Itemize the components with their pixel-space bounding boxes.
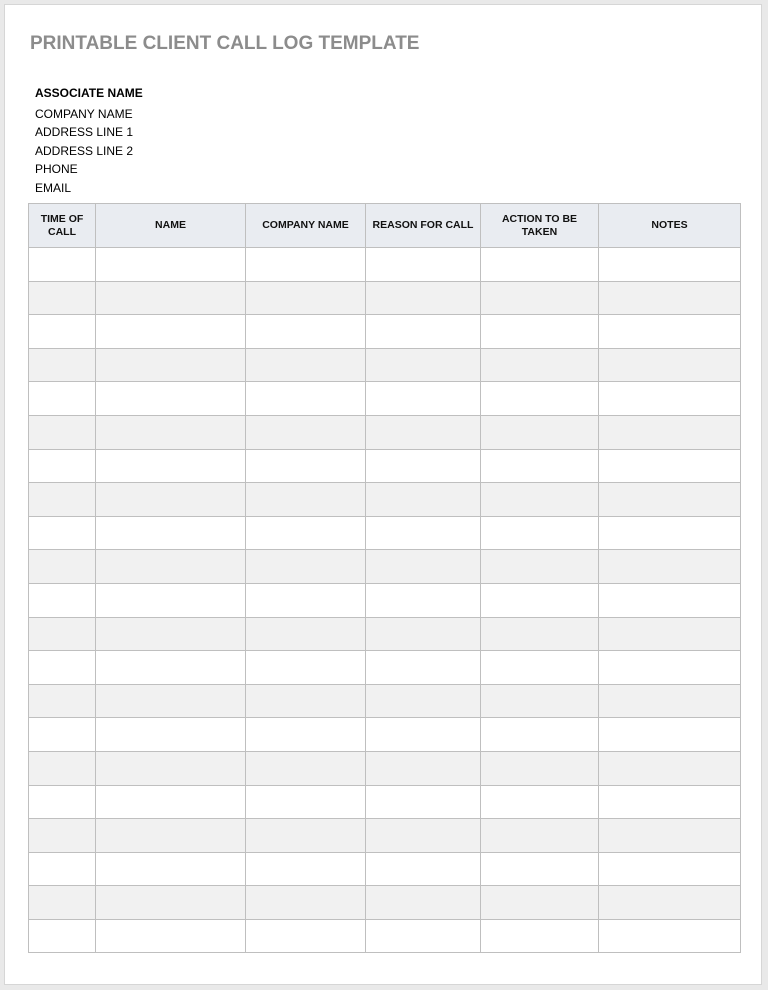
company-name: COMPANY NAME <box>35 106 133 121</box>
cell-company-name[interactable] <box>246 348 366 382</box>
cell-time-of-call[interactable] <box>29 348 96 382</box>
cell-name[interactable] <box>96 684 246 718</box>
cell-action-to-be-taken[interactable] <box>481 852 599 886</box>
address-line-1: ADDRESS LINE 1 <box>35 125 134 140</box>
cell-notes[interactable] <box>599 483 741 517</box>
table-row <box>29 583 741 617</box>
cell-notes[interactable] <box>599 248 741 282</box>
table-row <box>29 516 741 550</box>
cell-company-name[interactable] <box>246 516 366 550</box>
cell-action-to-be-taken[interactable] <box>481 382 599 416</box>
cell-reason-for-call[interactable] <box>366 449 481 483</box>
cell-notes[interactable] <box>599 684 741 718</box>
table-row <box>29 651 741 685</box>
table-row <box>29 281 741 315</box>
table-row <box>29 248 741 282</box>
table-header-row <box>29 204 741 248</box>
cell-action-to-be-taken[interactable] <box>481 348 599 382</box>
column-header-name: NAME <box>96 204 246 248</box>
cell-reason-for-call[interactable] <box>366 583 481 617</box>
cell-name[interactable] <box>96 852 246 886</box>
table-row <box>29 886 741 920</box>
cell-notes[interactable] <box>599 449 741 483</box>
cell-company-name[interactable] <box>246 617 366 651</box>
cell-reason-for-call[interactable] <box>366 248 481 282</box>
cell-notes[interactable] <box>599 516 741 550</box>
cell-company-name[interactable] <box>246 550 366 584</box>
cell-time-of-call[interactable] <box>29 785 96 819</box>
cell-reason-for-call[interactable] <box>366 684 481 718</box>
cell-notes[interactable] <box>599 819 741 853</box>
cell-action-to-be-taken[interactable] <box>481 449 599 483</box>
cell-action-to-be-taken[interactable] <box>481 583 599 617</box>
cell-notes[interactable] <box>599 583 741 617</box>
cell-action-to-be-taken[interactable] <box>481 718 599 752</box>
cell-action-to-be-taken[interactable] <box>481 651 599 685</box>
cell-time-of-call[interactable] <box>29 449 96 483</box>
cell-time-of-call[interactable] <box>29 415 96 449</box>
cell-name[interactable] <box>96 550 246 584</box>
cell-time-of-call[interactable] <box>29 819 96 853</box>
cell-name[interactable] <box>96 315 246 349</box>
address-line-2: ADDRESS LINE 2 <box>35 143 134 158</box>
cell-action-to-be-taken[interactable] <box>481 415 599 449</box>
cell-notes[interactable] <box>599 550 741 584</box>
cell-reason-for-call[interactable] <box>366 819 481 853</box>
cell-reason-for-call[interactable] <box>366 281 481 315</box>
cell-company-name[interactable] <box>246 819 366 853</box>
cell-action-to-be-taken[interactable] <box>481 550 599 584</box>
cell-name[interactable] <box>96 718 246 752</box>
cell-name[interactable] <box>96 617 246 651</box>
cell-time-of-call[interactable] <box>29 751 96 785</box>
cell-company-name[interactable] <box>246 751 366 785</box>
document-title: PRINTABLE CLIENT CALL LOG TEMPLATE <box>30 33 420 54</box>
cell-time-of-call[interactable] <box>29 718 96 752</box>
cell-company-name[interactable] <box>246 852 366 886</box>
table-row <box>29 415 741 449</box>
cell-action-to-be-taken[interactable] <box>481 751 599 785</box>
cell-time-of-call[interactable] <box>29 886 96 920</box>
cell-action-to-be-taken[interactable] <box>481 248 599 282</box>
column-header-notes: NOTES <box>599 204 741 248</box>
cell-name[interactable] <box>96 516 246 550</box>
cell-notes[interactable] <box>599 919 741 953</box>
cell-time-of-call[interactable] <box>29 382 96 416</box>
cell-time-of-call[interactable] <box>29 248 96 282</box>
call-log-table <box>28 203 741 953</box>
cell-name[interactable] <box>96 348 246 382</box>
cell-company-name[interactable] <box>246 483 366 517</box>
cell-company-name[interactable] <box>246 684 366 718</box>
table-body <box>29 248 741 953</box>
cell-action-to-be-taken[interactable] <box>481 819 599 853</box>
table-row <box>29 550 741 584</box>
cell-reason-for-call[interactable] <box>366 415 481 449</box>
column-header-time-of-call: TIME OF CALL <box>29 204 96 248</box>
cell-reason-for-call[interactable] <box>366 348 481 382</box>
cell-name[interactable] <box>96 751 246 785</box>
cell-time-of-call[interactable] <box>29 315 96 349</box>
cell-company-name[interactable] <box>246 583 366 617</box>
cell-reason-for-call[interactable] <box>366 886 481 920</box>
table-row <box>29 819 741 853</box>
cell-reason-for-call[interactable] <box>366 315 481 349</box>
table-row <box>29 315 741 349</box>
cell-notes[interactable] <box>599 785 741 819</box>
cell-action-to-be-taken[interactable] <box>481 483 599 517</box>
cell-name[interactable] <box>96 583 246 617</box>
contact-block <box>35 84 143 198</box>
cell-company-name[interactable] <box>246 281 366 315</box>
cell-company-name[interactable] <box>246 886 366 920</box>
document-page <box>4 4 762 985</box>
cell-reason-for-call[interactable] <box>366 651 481 685</box>
cell-action-to-be-taken[interactable] <box>481 617 599 651</box>
cell-action-to-be-taken[interactable] <box>481 516 599 550</box>
cell-reason-for-call[interactable] <box>366 718 481 752</box>
cell-action-to-be-taken[interactable] <box>481 886 599 920</box>
table-row <box>29 382 741 416</box>
cell-notes[interactable] <box>599 348 741 382</box>
cell-time-of-call[interactable] <box>29 919 96 953</box>
cell-action-to-be-taken[interactable] <box>481 684 599 718</box>
cell-notes[interactable] <box>599 415 741 449</box>
cell-name[interactable] <box>96 819 246 853</box>
cell-name[interactable] <box>96 382 246 416</box>
table-row <box>29 483 741 517</box>
cell-reason-for-call[interactable] <box>366 483 481 517</box>
cell-company-name[interactable] <box>246 718 366 752</box>
cell-action-to-be-taken[interactable] <box>481 315 599 349</box>
column-header-reason-for-call: REASON FOR CALL <box>366 204 481 248</box>
column-header-action-to-be-taken: ACTION TO BE TAKEN <box>481 204 599 248</box>
cell-action-to-be-taken[interactable] <box>481 919 599 953</box>
cell-time-of-call[interactable] <box>29 550 96 584</box>
cell-name[interactable] <box>96 449 246 483</box>
cell-notes[interactable] <box>599 651 741 685</box>
associate-name: ASSOCIATE NAME <box>35 86 143 100</box>
cell-name[interactable] <box>96 415 246 449</box>
cell-company-name[interactable] <box>246 315 366 349</box>
cell-company-name[interactable] <box>246 382 366 416</box>
cell-reason-for-call[interactable] <box>366 382 481 416</box>
cell-company-name[interactable] <box>246 248 366 282</box>
cell-company-name[interactable] <box>246 449 366 483</box>
cell-name[interactable] <box>96 483 246 517</box>
cell-time-of-call[interactable] <box>29 617 96 651</box>
cell-time-of-call[interactable] <box>29 483 96 517</box>
cell-action-to-be-taken[interactable] <box>481 785 599 819</box>
cell-time-of-call[interactable] <box>29 684 96 718</box>
table-row <box>29 617 741 651</box>
email: EMAIL <box>35 180 72 195</box>
table-row <box>29 919 741 953</box>
cell-name[interactable] <box>96 248 246 282</box>
cell-notes[interactable] <box>599 382 741 416</box>
cell-reason-for-call[interactable] <box>366 785 481 819</box>
cell-time-of-call[interactable] <box>29 516 96 550</box>
table-row <box>29 684 741 718</box>
table-row <box>29 852 741 886</box>
cell-notes[interactable] <box>599 281 741 315</box>
cell-time-of-call[interactable] <box>29 281 96 315</box>
cell-company-name[interactable] <box>246 415 366 449</box>
phone: PHONE <box>35 162 78 177</box>
table-row <box>29 348 741 382</box>
cell-name[interactable] <box>96 281 246 315</box>
cell-reason-for-call[interactable] <box>366 919 481 953</box>
cell-notes[interactable] <box>599 751 741 785</box>
table-row <box>29 449 741 483</box>
cell-reason-for-call[interactable] <box>366 550 481 584</box>
cell-name[interactable] <box>96 785 246 819</box>
cell-company-name[interactable] <box>246 919 366 953</box>
table-row <box>29 751 741 785</box>
cell-notes[interactable] <box>599 886 741 920</box>
cell-time-of-call[interactable] <box>29 651 96 685</box>
cell-notes[interactable] <box>599 718 741 752</box>
cell-time-of-call[interactable] <box>29 583 96 617</box>
cell-reason-for-call[interactable] <box>366 516 481 550</box>
cell-notes[interactable] <box>599 617 741 651</box>
cell-company-name[interactable] <box>246 651 366 685</box>
cell-reason-for-call[interactable] <box>366 852 481 886</box>
table-row <box>29 785 741 819</box>
cell-action-to-be-taken[interactable] <box>481 281 599 315</box>
cell-time-of-call[interactable] <box>29 852 96 886</box>
cell-name[interactable] <box>96 919 246 953</box>
table-row <box>29 718 741 752</box>
cell-reason-for-call[interactable] <box>366 617 481 651</box>
cell-notes[interactable] <box>599 852 741 886</box>
cell-company-name[interactable] <box>246 785 366 819</box>
cell-name[interactable] <box>96 886 246 920</box>
column-header-company-name: COMPANY NAME <box>246 204 366 248</box>
cell-name[interactable] <box>96 651 246 685</box>
cell-reason-for-call[interactable] <box>366 751 481 785</box>
cell-notes[interactable] <box>599 315 741 349</box>
